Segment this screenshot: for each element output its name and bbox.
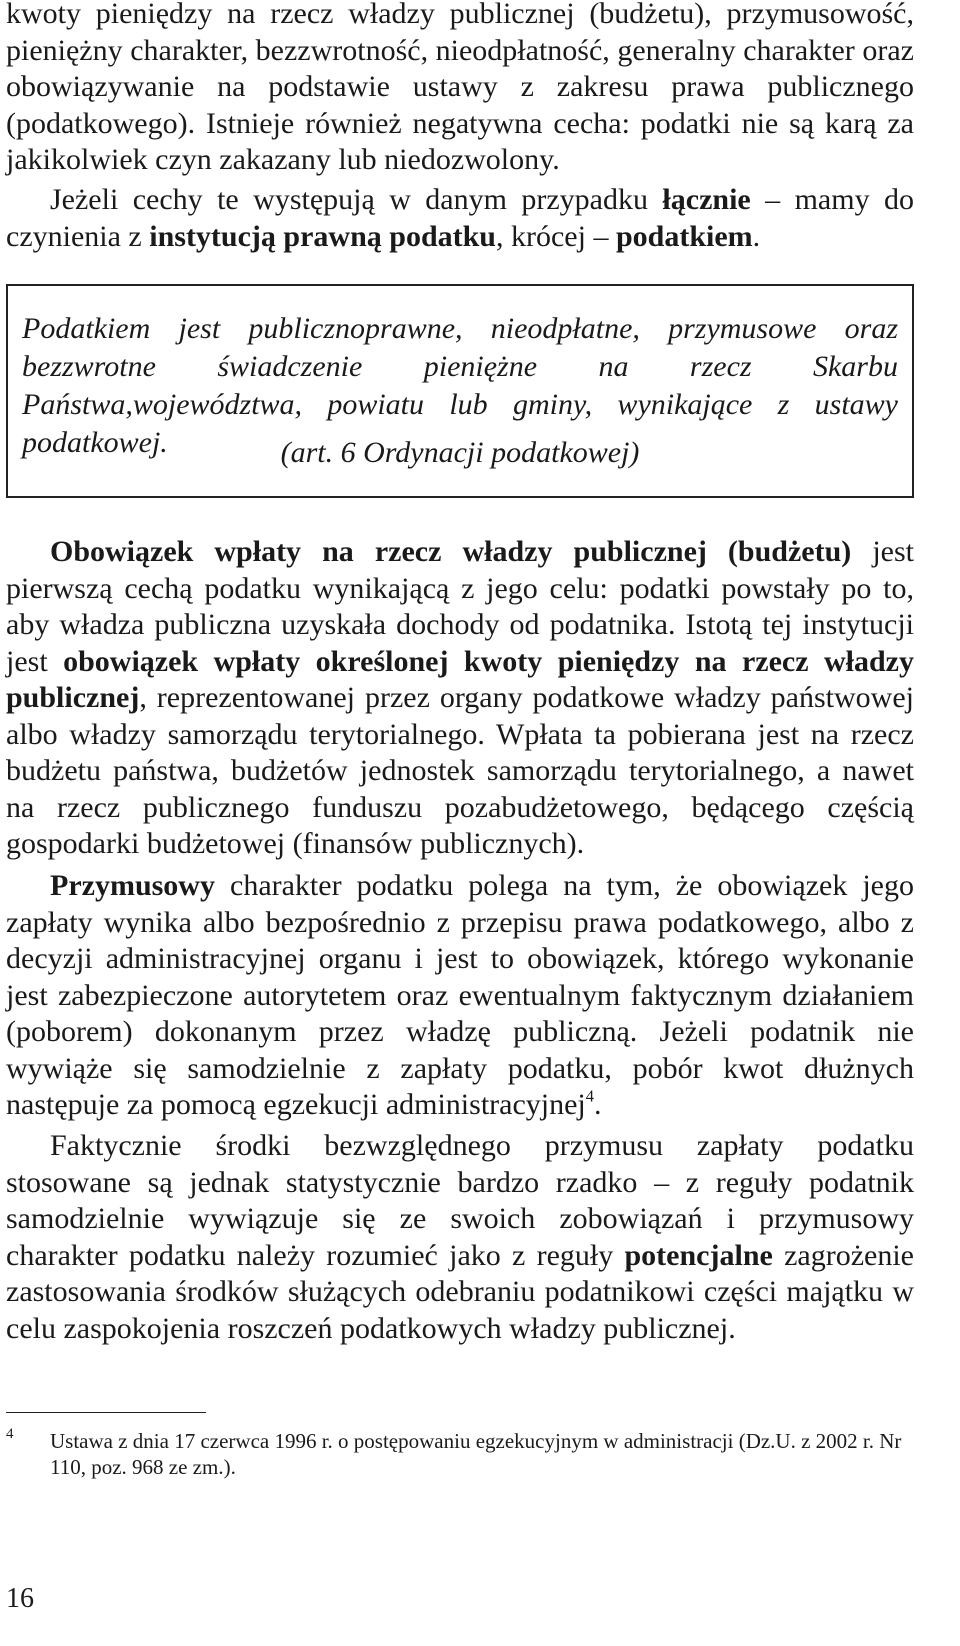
paragraph-definition-intro: Jeżeli cechy te występują w danym przypadku łącznie – mamy do czynienia z instytucją prawną podatku, krócej – podatkiem. [6,183,914,253]
footnote-divider [6,1412,206,1413]
definition-box [6,284,914,498]
page-number: 16 [6,1583,34,1614]
definition-quote: Podatkiem jest publicznoprawne, nieodpłatne, przymusowe oraz bezzwrotne świadczenie pieniężne na rzecz Skarbu Państwa,województwa, powiatu lub gminy, wynikające z ustawy podatkowej. [22,312,898,459]
paragraph-coercion: Faktycznie środki bezwzględnego przymusu zapłaty podatku stosowane są jednak statystycznie bardzo rzadko – z reguły podatnik samodzielnie wywiązuje się ze swoich zobowiązań i przymusowy charakter podatku należy rozumieć jako z reguły potencjalne zagrożenie zastosowania środków służących odebraniu podatnikowi części majątku w celu zaspokojenia roszczeń podatkowych władzy publicznej. [6,1129,914,1345]
definition-citation: (art. 6 Ordynacji podatkowej) [280,436,640,469]
footnote-text: Ustawa z dnia 17 czerwca 1996 r. o postępowaniu egzekucyjnym w administracji (Dz.U. z 2002 r. Nr 110, poz. 968 ze zm.). [50,1429,902,1479]
paragraph-compulsory: Przymusowy charakter podatku polega na tym, że obowiązek jego zapłaty wynika albo bezpośrednio z przepisu prawa podatkowego, albo z decyzji administracyjnej organu i jest to obowiązek, którego wykonanie jest zabezpieczone autorytetem oraz ewentualnym faktycznym działaniem (poborem) dokonanym przez władzę publiczną. Jeżeli podatnik nie wywiąże się samodzielnie z zapłaty podatku, pobór kwot dłużnych następuje za pomocą egzekucji administracyjnej$^4$. [6,869,914,1121]
paragraph-obligation: Obowiązek wpłaty na rzecz władzy publicznej (budżetu) jest pierwszą cechą podatku wynikającą z jego celu: podatki powstały po to, aby władza publiczna uzyskała dochody od podatnika. Istotą tej instytucji jest obowiązek wpłaty określonej kwoty pieniędzy na rzecz władzy publicznej, reprezentowanej przez organy podatkowe władzy państwowej albo władzy samorządu terytorialnego. Wpłata ta pobierana jest na rzecz budżetu państwa, budżetów jednostek samorządu terytorialnego, a nawet na rzecz publicznego funduszu pozabudżetowego, będącego częścią gospodarki budżetowej (finansów publicznych). [6,535,914,860]
footnote-reference[interactable]: 4 [585,1086,595,1106]
footnote-mark: 4 [6,1426,14,1442]
paragraph-features: kwoty pieniędzy na rzecz władzy publicznej (budżetu), przymusowość, pieniężny charakter, bezzwrotność, nieodpłatność, generalny charakter oraz obowiązywanie na podstawie ustawy z zakresu prawa publicznego (podatkowego). Istnieje również negatywna cecha: podatki nie są karą za jakikolwiek czyn zakazany lub niedozwolony. [6,0,914,176]
